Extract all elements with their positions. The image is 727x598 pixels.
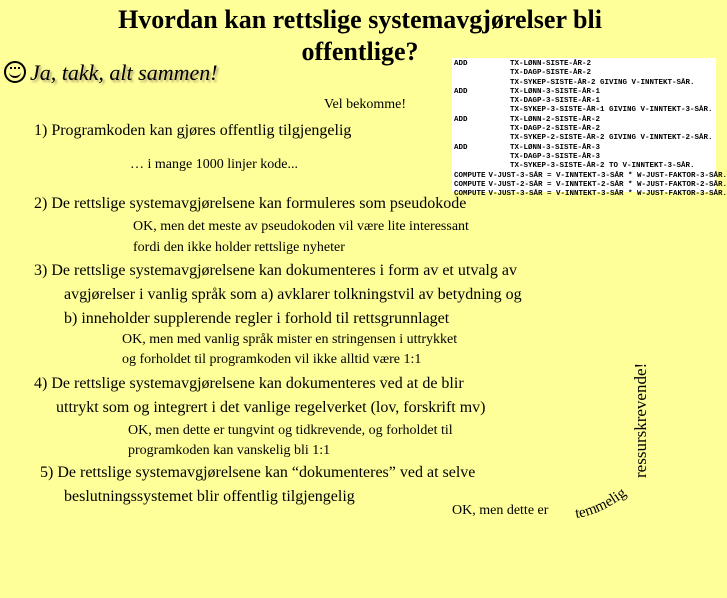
code-line: [454, 134, 714, 143]
code-line: [454, 116, 714, 125]
code-keyword: ADD: [454, 87, 468, 96]
code-line: [454, 69, 714, 78]
code-line: [454, 60, 714, 69]
point-5-note: OK, men dette er: [452, 503, 549, 518]
code-text: V-JUST-3-SÅR = V-INNTEKT-3-SÅR * W-JUST-FAKTOR-3-SÅR.: [488, 190, 727, 199]
point-5-line-2: beslutningssystemet blir offentlig tilgjengelig: [64, 488, 355, 505]
vertical-note-wrapper: [631, 362, 651, 598]
point-2-note-line-1: OK, men det meste av pseudokoden vil være lite interessant: [133, 219, 469, 234]
slide-title: Hvordan kan rettslige systemavgjørelser bli offentlige?: [118, 5, 602, 66]
point-4-note-line-1: OK, men dette er tungvint og tidkrevende, og forholdet til: [128, 423, 453, 438]
code-keyword: [454, 106, 510, 115]
code-line: [454, 106, 714, 115]
code-text: TX-DAGP-3-SISTE-ÅR-1: [510, 97, 601, 106]
code-line: [454, 153, 714, 162]
code-keyword: COMPUTE: [454, 190, 486, 199]
code-line: [454, 171, 727, 181]
point-3-note-line-2: og forholdet til programkoden vil ikke alltid være 1:1: [122, 352, 422, 367]
code-text: TX-DAGP-3-SISTE-ÅR-3: [510, 152, 601, 161]
code-text: V-JUST-3-SÅR = V-INNTEKT-3-SÅR * W-JUST-FAKTOR-3-SÅR.: [488, 171, 727, 180]
smiley-icon: [4, 61, 26, 83]
curved-text: [448, 474, 648, 529]
code-line: [454, 180, 727, 190]
code-keyword: [454, 153, 510, 162]
subtitle: [4, 60, 218, 86]
code-text: TX-LØNN-2-SISTE-ÅR-2: [510, 115, 601, 124]
point-2-note-line-2: fordi den ikke holder rettslige nyheter: [133, 240, 345, 255]
code-text: V-JUST-2-SÅR = V-INNTEKT-2-SÅR * W-JUST-FAKTOR-2-SÅR.: [488, 180, 727, 189]
code-line: [454, 125, 714, 134]
code-text: TX-DAGP-SISTE-ÅR-2: [510, 69, 592, 78]
code-keyword: [454, 97, 510, 106]
code-line: [454, 162, 714, 171]
point-3-line-2: avgjørelser i vanlig språk som a) avklarer tolkningstvil av betydning og: [64, 286, 522, 303]
code-keyword: [454, 162, 510, 171]
point-1-note: … i mange 1000 linjer kode...: [130, 157, 298, 172]
code-keyword: [454, 125, 510, 134]
point-3-line-3: b) inneholder supplerende regler i forhold til rettsgrunnlaget: [64, 310, 450, 327]
code-text: TX-SYKEP-2-SISTE-ÅR-2 GIVING V-INNTEKT-2-SÅR.: [510, 134, 713, 143]
code-text: TX-LØNN-3-SISTE-ÅR-3: [510, 143, 601, 152]
code-keyword: [454, 134, 510, 143]
code-text: TX-LØNN-3-SISTE-ÅR-1: [510, 87, 601, 96]
code-line: [454, 88, 714, 97]
point-3-note-line-1: OK, men med vanlig språk mister en stringensen i uttrykket: [122, 332, 458, 347]
code-line: [454, 144, 714, 153]
code-excerpt: [452, 58, 727, 199]
code-line: [454, 190, 727, 199]
code-text: TX-LØNN-SISTE-ÅR-2: [510, 60, 592, 68]
point-1: 1) Programkoden kan gjøres offentlig tilgjengelig: [34, 122, 352, 139]
code-keyword: [454, 69, 510, 78]
welcome-text: Vel bekomme!: [324, 97, 407, 112]
point-4-line-2: uttrykt som og integrert i det vanlige regelverket (lov, forskrift mv): [56, 399, 486, 416]
code-keyword: ADD: [454, 115, 468, 124]
code-text: TX-DAGP-2-SISTE-ÅR-2: [510, 125, 601, 134]
code-line: [454, 79, 714, 88]
point-2: 2) De rettslige systemavgjørelsene kan formuleres som pseudokode: [34, 195, 467, 212]
code-text: TX-SYKEP-3-SISTE-ÅR-2 TO V-INNTEKT-3-SÅR.: [510, 162, 695, 171]
point-4-note-line-2: programkoden kan vanskelig bli 1:1: [128, 443, 331, 458]
code-keyword: COMPUTE: [454, 171, 486, 180]
vertical-note: ressurskrevende!: [631, 362, 650, 478]
code-text: TX-SYKEP-SISTE-ÅR-2 GIVING V-INNTEKT-SÅR.: [510, 78, 695, 87]
code-keyword: COMPUTE: [454, 180, 486, 189]
subtitle-text: Ja, takk, alt sammen!: [30, 60, 218, 85]
point-5-line-1: 5) De rettslige systemavgjørelsene kan “dokumenteres” ved at selve: [40, 464, 476, 481]
point-3-line-1: 3) De rettslige systemavgjørelsene kan dokumenteres i form av et utvalg av: [34, 262, 517, 279]
code-text: TX-SYKEP-3-SISTE-ÅR-1 GIVING V-INNTEKT-3-SÅR.: [510, 106, 713, 115]
code-keyword: [454, 79, 510, 88]
code-keyword: ADD: [454, 60, 468, 68]
curved-text-word: temmelig: [574, 484, 630, 522]
point-4-line-1: 4) De rettslige systemavgjørelsene kan dokumenteres ved at de blir: [34, 375, 464, 392]
code-keyword: ADD: [454, 143, 468, 152]
